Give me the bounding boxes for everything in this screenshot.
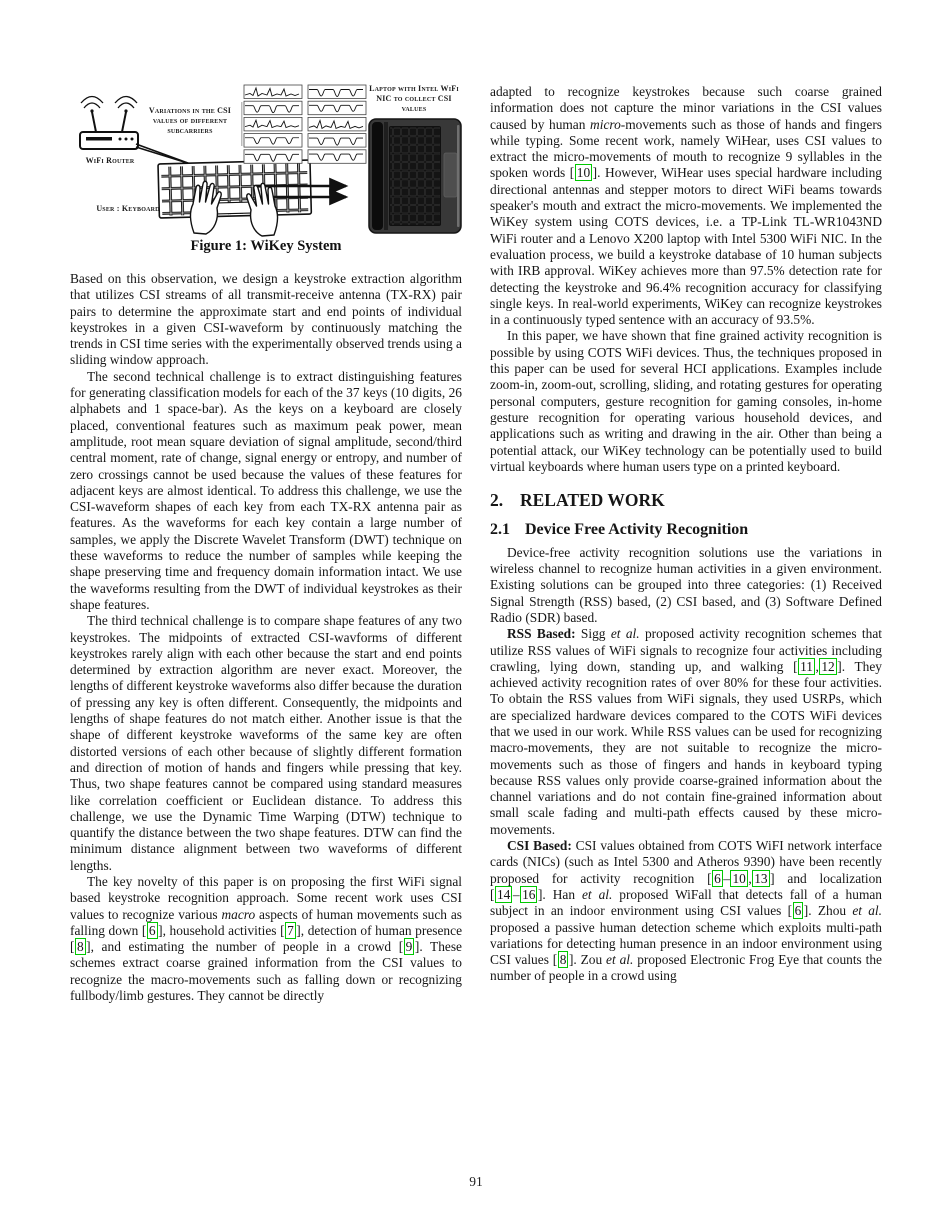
citation-number: 13: [754, 870, 768, 886]
citation-number: 12: [821, 658, 835, 674]
keyboard-icon: [158, 160, 311, 218]
citation-number: 8: [76, 939, 84, 955]
citation-number: 9: [405, 939, 413, 955]
citation-number: 10: [732, 870, 746, 886]
user-keyboard-label: User : Keyboard: [96, 204, 160, 213]
router-label: WiFi Router: [85, 156, 135, 165]
citation-link[interactable]: [ 6 ]: [787, 903, 809, 919]
page-number: 91: [469, 1174, 483, 1189]
citation-number: 14: [496, 886, 511, 902]
subsection-heading: 2.1 Device Free Activity Recognition: [490, 521, 749, 539]
citation-number: 6: [714, 870, 721, 886]
citation-number: 8: [559, 952, 567, 968]
laptop-label: Laptop with Intel WiFi NIC to collect CSI values: [369, 84, 459, 113]
citation-link[interactable]: [ 14 – 16 ]: [490, 886, 543, 902]
citation-number: 16: [522, 886, 536, 902]
citation-link[interactable]: [ 9 ]: [398, 939, 420, 955]
paragraph: In this paper, we have shown that fine grained activity recognition is possible by using COTS WiFi devices. Thus, the techniques proposed in this paper can be used for several HCI applications. Examples include zoom-in, zoom-out, scrolling, sliding, and rotating gestures for operating personal computers, gesture recognition for gaming consoles, in-home gesture recognition for operating various household devices, and applications such as writing and drawing in the air. Other than being a potential attack, our WiKey technology can be potentially used to build virtual keyboards where human users type on a printed keyboard.: [490, 328, 882, 474]
citation-number: 7: [287, 922, 294, 938]
laptop-icon: [369, 119, 461, 233]
figure-caption: Figure 1: WiKey System: [190, 238, 342, 254]
paragraph: The second technical challenge is to extract distinguishing features for generating classification models for each of the 37 keys (10 digits, 26 alphabets and 1 space-bar). As the keys on a keyboard are closely placed, conventional features such as maximum peak power, mean amplitude, root mean square deviation of signal amplitude, second/third central moment, rate of change, signal energy or entropy, and number of zero crossings cannot be used because the values of these features for adjacent keys are almost identical. To address this challenge, we use the CSI-waveform shapes of each key from each TX-RX antenna pair as features. As the waveforms for each key contain a large number of samples, we apply the Discrete Wavelet Transform (DWT) technique on these waveforms to reduce the number of samples while keeping the shape preserving time and frequency domain information intact. We use the waveforms resulting from the DWT of individual keystrokes as their shape features.: [70, 368, 462, 612]
citation-link[interactable]: [ 10 ]: [569, 165, 598, 181]
citation-number: 11: [800, 658, 813, 674]
citation-link[interactable]: [ 6 – 10 , 13 ]: [707, 870, 775, 886]
citation-number: 10: [576, 165, 591, 181]
csi-waveform-plots: [241, 85, 366, 163]
paragraph: The key novelty of this paper is on proposing the first WiFi signal based keystroke recognition approach. Some recent work uses CSI values to recognize various macro aspects of human movements such as falling down [ 6 ], household activities [ 7 ], detection of human presence [ 8 ], and estimating the number of people in a crowd [ 9 ]. These schemes extract coarse grained information from the CSI values to recognize the macro-movements such as falling down or recognizing fullbody/limb gestures. They cannot be directly: [70, 873, 463, 1004]
right-column: [490, 84, 882, 985]
section-heading: 2. RELATED WORK: [490, 490, 665, 511]
wifi-router-icon: [80, 97, 138, 150]
paragraph: Based on this observation, we design a keystroke extraction algorithm that utilizes CSI streams of all transmit-receive antenna (TX-RX) pair pairs to determine the approximate start and end points of individual keystrokes in a given CSI-waveform by continuously matching the trends in CSI time series with the experimentally observed trends using a sliding window approach.: [70, 271, 462, 368]
citation-number: 6: [794, 903, 802, 919]
citation-link[interactable]: [ 6 ]: [141, 922, 163, 938]
citation-number: 6: [148, 922, 156, 938]
citation-link[interactable]: [ 8 ]: [70, 939, 91, 955]
paragraph: Device-free activity recognition solutions use the variations in wireless channel to recognize human activities in a given environment. Existing solutions can be grouped into three categories: (1) Received Signal Strength (RSS) based, (2) CSI based, and (3) Software Defined Radio (SDR) based.: [490, 544, 882, 625]
citation-link[interactable]: [ 8 ]: [552, 952, 574, 968]
paragraph: RSS Based: Sigg et al. proposed activity recognition schemes that utilize RSS values of WiFi signals to recognize four activities including crawling, lying down, standing up, and walking [ 11 , 12 ]. They achieved activity recognition rates of over 80% for these four activities. To obtain the RSS values from WiFi signals, they used USRPs, which are specialized hardware devices compared to the COTS WiFi devices that we used in our work. While RSS values can be used for recognizing macro-movements, they are not suitable to recognize the micro-movements such as those of fingers and hands in keyboard typing because RSS values only provide coarse-grained information about the channel variations and do not contain fine-grained information about small scale fading and multi-path effects caused by these micro-movements.: [490, 626, 882, 837]
paragraph: adapted to recognize keystrokes because such coarse grained information does not capture the minor variations in the CSI values caused by human micro-movements such as those of hands and fingers while typing. Some recent work, namely WiHear, uses CSI values to extract the micro-movements of mouth to recognize 9 syllables in the spoken words [ 10 ]. However, WiHear uses special hardware including directional antennas and stepper motors to direct WiFi beams towards speaker's mouth and extract the micro-movements. We implemented the WiKey system using COTS devices, i.e. a TP-Link TL-WR1043ND WiFi router and a Lenovo X200 laptop with Intel 5300 WiFi NIC. In the evaluation process, we build a keystroke database of 10 human subjects with IRB approval. WiKey achieves more than 97.5% detection rate for detecting the keystroke and 96.4% recognition accuracy for classifying single keys. In real-world experiments, WiKey can recognize keystrokes in a continuously typed sentence with an accuracy of 93.5%.: [490, 84, 882, 328]
csi-variations-label: Variations in the CSI values of different subcarriers: [148, 106, 232, 135]
left-column: [70, 271, 462, 1004]
figure-wikey-system: [70, 82, 462, 242]
paragraph: The third technical challenge is to compare shape features of any two keystrokes. The midpoints of extracted CSI-wavforms of different keystrokes rarely align with each other because the start and end points determined by extraction algorithm are never exact. Moreover, the lengths of different keystroke waveforms also differ because the duration of pressing any key is often different. Consequently, the midpoints and lengths of shape features do not match either. Another issue is that the shape of different keystroke waveforms of the same key are often distorted versions of each other because of slightly different formation and direction of motion of hands and fingers while pressing that key. Thus, two shape features cannot be compared using standard measures like correlation coefficient or Euclidean distance. To address this challenge, we use the Dynamic Time Warping (DTW) technique to quantify the distance between the two shape features. DTW can find the minimum distance alignment between two waveforms of different lengths.: [70, 613, 462, 873]
paragraph: CSI Based: CSI values obtained from COTS WiFI network interface cards (NICs) (such as Intel 5300 and Atheros 9390) have been recently proposed for activity recognition [ 6 – 10 , 13 ] and localization [ 14 – 16 ]. Han et al. proposed WiFall that detects fall of a human subject in an indoor environment using CSI values [ 6 ]. Zhou et al. proposed a passive human detection scheme which exploits multi-path variations for detecting human presence in an indoor environment using CSI values [ 8 ]. Zou et al. proposed Electronic Frog Eye that counts the number of people in a crowd using: [490, 838, 882, 984]
citation-link[interactable]: [ 11 , 12 ]: [793, 658, 842, 674]
citation-link[interactable]: [ 7 ]: [280, 922, 301, 938]
